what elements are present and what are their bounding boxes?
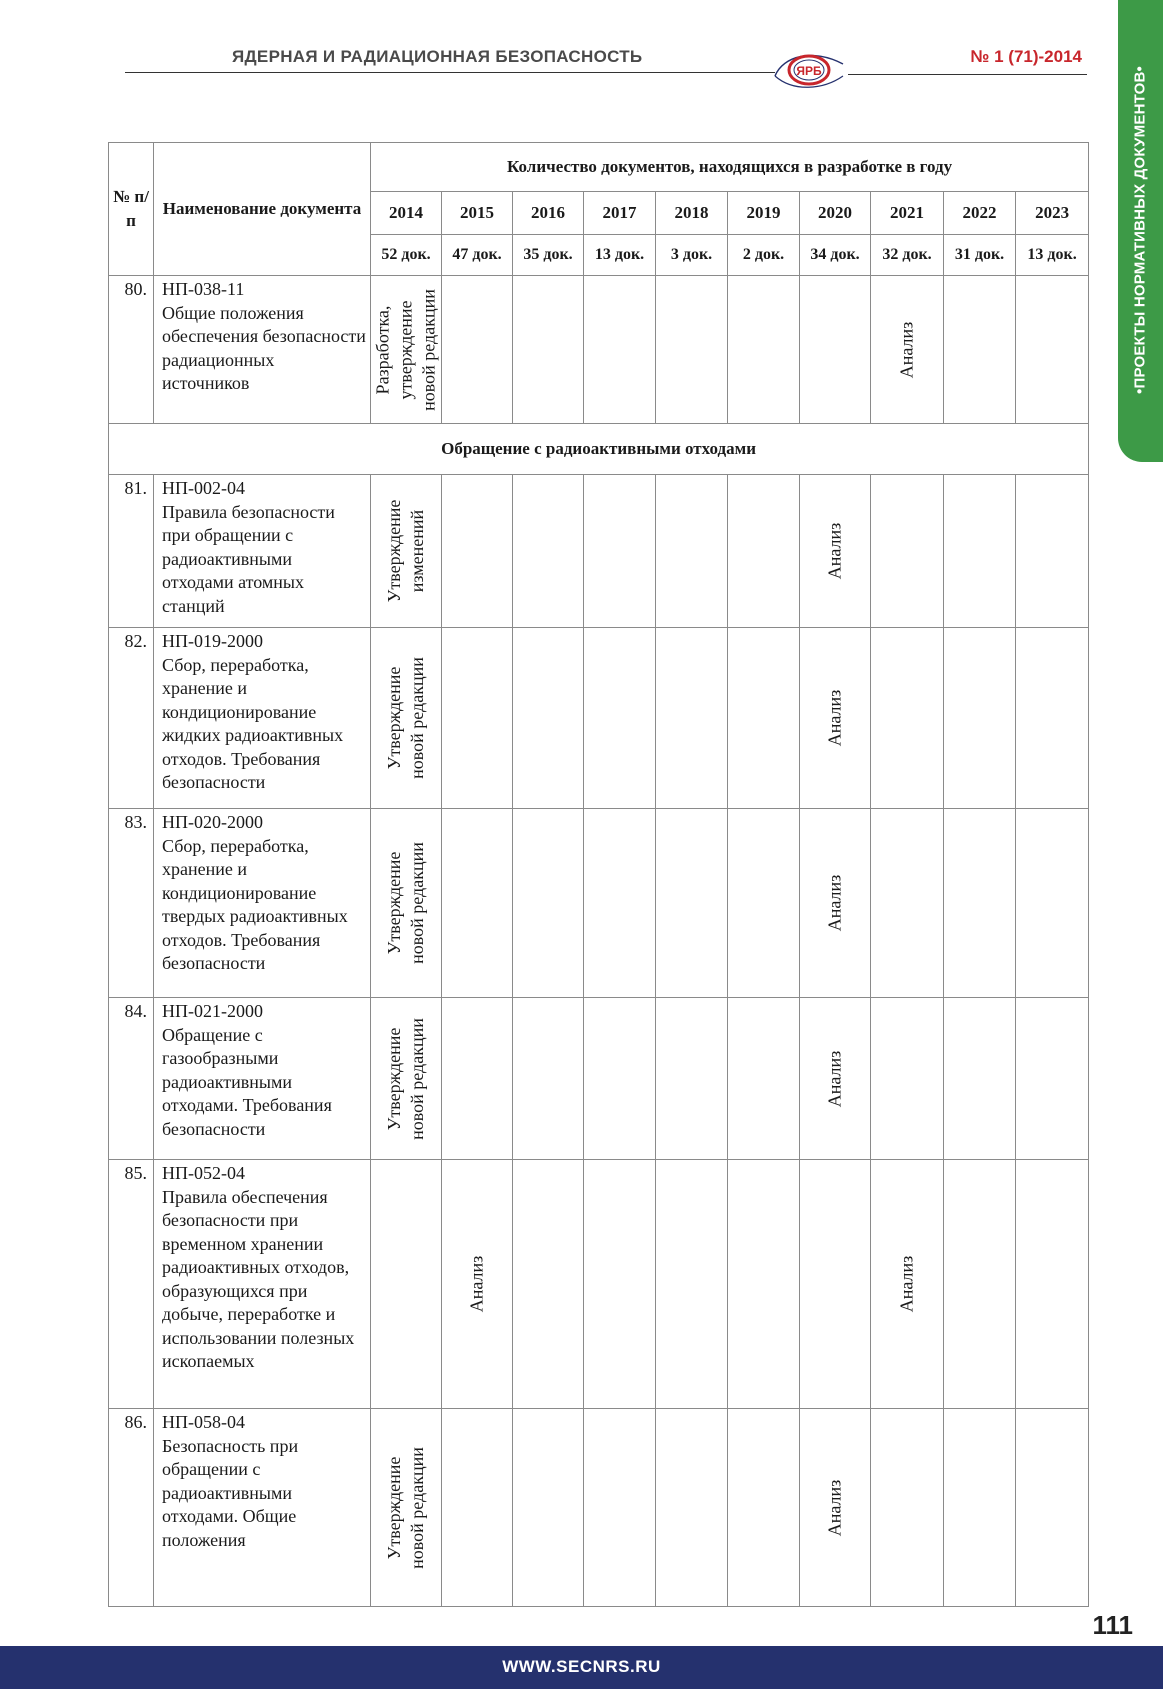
doc-count: 13 док. [584, 235, 656, 276]
cell-2014 [371, 276, 442, 424]
website-link[interactable]: WWW.SECNRS.RU [502, 1657, 661, 1676]
status-text: Анализ [824, 522, 845, 580]
cell-2014 [371, 809, 442, 998]
document-name-cell [154, 1409, 371, 1607]
year-header: 2022 [944, 192, 1016, 235]
year-header: 2018 [656, 192, 728, 235]
doc-count: 13 док. [1016, 235, 1089, 276]
status-text: Анализ [896, 321, 917, 378]
status-text: Анализ [824, 1479, 845, 1536]
table-row [109, 276, 1089, 424]
doc-count: 32 док. [871, 235, 944, 276]
status-text: Разработка, утверждение новой редакции [372, 288, 439, 411]
year-header: 2017 [584, 192, 656, 235]
section-row [109, 424, 1089, 475]
document-title: Сбор, переработка, хранение и кондиционирование жидких радиоактивных отходов. Требования безопасности [162, 654, 344, 792]
cell-2020 [800, 998, 871, 1160]
document-code: НП-052-04 [162, 1163, 245, 1183]
table-row [109, 475, 1089, 628]
section-side-label: •ПРОЕКТЫ НОРМАТИВНЫХ ДОКУМЕНТОВ• [1131, 66, 1149, 394]
document-code: НП-058-04 [162, 1412, 245, 1432]
document-title: Сбор, переработка, хранение и кондиционирование твердых радиоактивных отходов. Требования безопасности [162, 835, 348, 973]
row-number: 81. [109, 475, 154, 628]
cell-2020 [800, 475, 871, 628]
status-text: Анализ [824, 1050, 845, 1107]
status-text: Анализ [896, 1255, 917, 1313]
document-code: НП-038-11 [162, 279, 245, 299]
cell-2014 [371, 628, 442, 809]
header-rule-right [848, 74, 1087, 75]
header-rule-left [125, 72, 775, 73]
document-title: Правила безопасности при обращении с радиоактивными отходами атомных станций [162, 501, 335, 616]
table-row [109, 1409, 1089, 1607]
row-number: 82. [109, 628, 154, 809]
section-title: Обращение с радиоактивными отходами [109, 424, 1089, 475]
status-text: Утверждение изменений [384, 499, 427, 603]
year-header: 2014 [371, 192, 442, 235]
document-code: НП-019-2000 [162, 631, 263, 651]
page-number: 111 [1092, 1610, 1133, 1640]
svg-text:ЯРБ: ЯРБ [796, 64, 822, 78]
document-code: НП-002-04 [162, 478, 245, 498]
doc-count: 2 док. [728, 235, 800, 276]
document-code: НП-020-2000 [162, 812, 263, 832]
document-title: Общие положения обеспечения безопасности радиационных источников [162, 302, 366, 393]
row-number: 80. [109, 276, 154, 424]
year-header: 2016 [513, 192, 584, 235]
row-number: 83. [109, 809, 154, 998]
document-name-cell [154, 276, 371, 424]
document-title: Правила обеспечения безопасности при временном хранении радиоактивных отходов, образующихся при добыче, переработке и использовании полезных ископаемых [162, 1186, 355, 1371]
document-name-cell [154, 628, 371, 809]
document-name-cell [154, 998, 371, 1160]
status-text: Утверждение новой редакции [384, 657, 427, 779]
cell-2015 [442, 1160, 513, 1409]
cell-2014 [371, 475, 442, 628]
status-text: Анализ [824, 874, 845, 932]
document-name-cell [154, 809, 371, 998]
year-header: 2015 [442, 192, 513, 235]
cell-2020 [800, 1409, 871, 1607]
documents-table [108, 142, 1089, 1607]
row-number: 84. [109, 998, 154, 1160]
year-header: 2019 [728, 192, 800, 235]
cell-2020 [800, 809, 871, 998]
status-text: Утверждение новой редакции [384, 842, 427, 964]
doc-count: 3 док. [656, 235, 728, 276]
doc-count: 52 док. [371, 235, 442, 276]
status-text: Утверждение новой редакции [384, 1446, 427, 1569]
journal-logo-icon [773, 46, 845, 92]
row-number: 85. [109, 1160, 154, 1409]
status-text: Анализ [466, 1255, 487, 1313]
table-row [109, 998, 1089, 1160]
year-header: 2023 [1016, 192, 1089, 235]
year-header: 2021 [871, 192, 944, 235]
doc-count: 47 док. [442, 235, 513, 276]
doc-count: 31 док. [944, 235, 1016, 276]
col-header-name: Наименование документа [154, 143, 371, 276]
document-name-cell [154, 1160, 371, 1409]
cell-2021 [871, 1160, 944, 1409]
table-row [109, 809, 1089, 998]
cell-2020 [800, 628, 871, 809]
year-header: 2020 [800, 192, 871, 235]
document-title: Обращение с газообразными радиоактивными отходами. Требования безопасности [162, 1024, 332, 1139]
document-name-cell [154, 475, 371, 628]
cell-2021 [871, 276, 944, 424]
table-row [109, 628, 1089, 809]
document-code: НП-021-2000 [162, 1001, 263, 1021]
col-header-group: Количество документов, находящихся в разработке в году [371, 143, 1089, 192]
issue-number: № 1 (71)-2014 [970, 47, 1082, 66]
doc-count: 34 док. [800, 235, 871, 276]
cell-2014 [371, 998, 442, 1160]
document-title: Безопасность при обращении с радиоактивными отходами. Общие положения [162, 1435, 299, 1550]
cell-2014 [371, 1409, 442, 1607]
doc-count: 35 док. [513, 235, 584, 276]
journal-title: ЯДЕРНАЯ И РАДИАЦИОННАЯ БЕЗОПАСНОСТЬ [232, 47, 643, 66]
row-number: 86. [109, 1409, 154, 1607]
table-row [109, 1160, 1089, 1409]
col-header-num: № п/п [109, 143, 154, 276]
status-text: Анализ [824, 689, 845, 747]
status-text: Утверждение новой редакции [384, 1017, 427, 1140]
